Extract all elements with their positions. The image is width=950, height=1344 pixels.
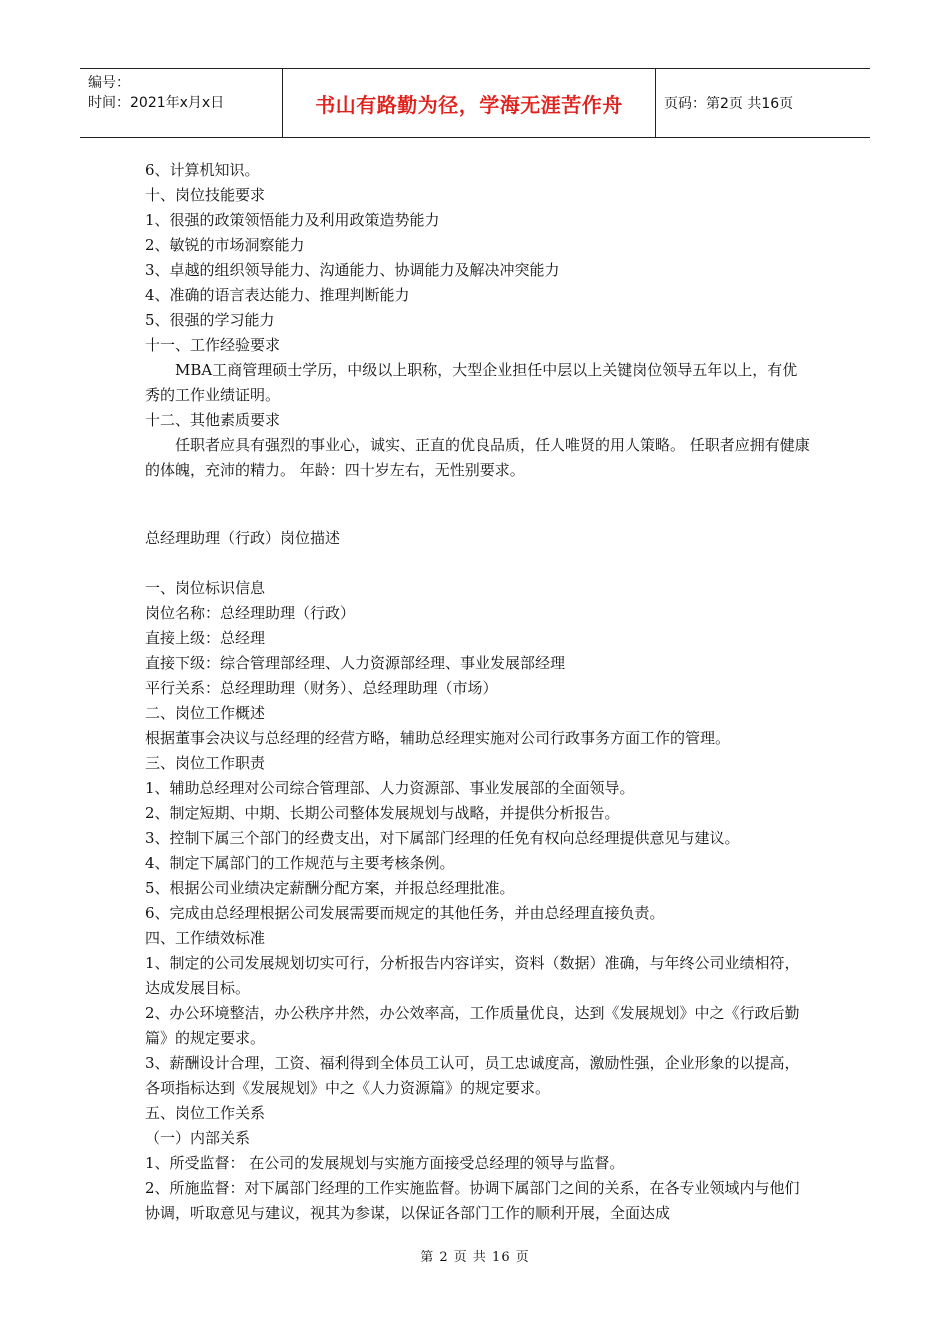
section-heading: 三、岗位工作职责 bbox=[145, 754, 266, 772]
paragraph: MBA工商管理硕士学历，中级以上职称，大型企业担任中层以上关键岗位领导五年以上，有优秀的工作业绩证明。 bbox=[145, 361, 798, 404]
section-heading: 一、岗位标识信息 bbox=[145, 579, 266, 597]
header-page-cell bbox=[656, 69, 870, 137]
list-item: 5、根据公司业绩决定薪酬分配方案，并报总经理批准。 bbox=[145, 879, 515, 897]
section-heading: 二、岗位工作概述 bbox=[145, 704, 266, 722]
list-item: 1、制定的公司发展规划切实可行，分析报告内容详实，资料（数据）准确，与年终公司业绩相符，达成发展目标。 bbox=[145, 954, 800, 997]
field-line: 直接上级：总经理 bbox=[145, 629, 266, 647]
section-heading: 五、岗位工作关系 bbox=[145, 1104, 266, 1122]
list-item: 3、卓越的组织领导能力、沟通能力、协调能力及解决冲突能力 bbox=[145, 261, 560, 279]
spacer bbox=[145, 483, 810, 526]
list-item: 2、办公环境整洁，办公秩序井然，办公效率高，工作质量优良，达到《发展规划》中之《行政后勤篇》的规定要求。 bbox=[145, 1004, 800, 1047]
list-item: 2、敏锐的市场洞察能力 bbox=[145, 236, 305, 254]
field-line: 直接下级：综合管理部经理、人力资源部经理、事业发展部经理 bbox=[145, 654, 566, 672]
section-heading: 四、工作绩效标准 bbox=[145, 929, 266, 947]
list-item: 4、准确的语言表达能力、推理判断能力 bbox=[145, 286, 410, 304]
header-motto: 书山有路勤为径，学海无涯苦作舟 bbox=[315, 92, 623, 117]
list-item: 1、辅助总经理对公司综合管理部、人力资源部、事业发展部的全面领导。 bbox=[145, 779, 635, 797]
page-header bbox=[80, 68, 870, 138]
list-item: 6、计算机知识。 bbox=[145, 161, 260, 179]
field-line: 平行关系：总经理助理（财务）、总经理助理（市场） bbox=[145, 679, 498, 697]
field-line: 岗位名称：总经理助理（行政） bbox=[145, 604, 356, 622]
paragraph: 根据董事会决议与总经理的经营方略，辅助总经理实施对公司行政事务方面工作的管理。 bbox=[145, 729, 731, 747]
list-item: 2、所施监督：对下属部门经理的工作实施监督。协调下属部门之间的关系，在各专业领域内与他们协调，听取意见与建议，视其为参谋，以保证各部门工作的顺利开展，全面达成 bbox=[145, 1179, 800, 1222]
spacer bbox=[145, 551, 810, 576]
page-footer: 第 2 页 共 16 页 bbox=[420, 1250, 530, 1265]
header-motto-cell bbox=[282, 69, 656, 137]
document-date: 时间：2021年x月x日 bbox=[88, 95, 225, 111]
section-heading: 十、岗位技能要求 bbox=[145, 186, 266, 204]
paragraph: 任职者应具有强烈的事业心，诚实、正直的优良品质，任人唯贤的用人策略。 任职者应拥有健康的体魄，充沛的精力。 年龄：四十岁左右，无性别要求。 bbox=[145, 436, 810, 479]
list-item: 3、薪酬设计合理，工资、福利得到全体员工认可，员工忠诚度高，激励性强，企业形象的以提高，各项指标达到《发展规划》中之《人力资源篇》的规定要求。 bbox=[145, 1054, 800, 1097]
document-title: 总经理助理（行政）岗位描述 bbox=[145, 529, 341, 547]
subsection-heading: （一）内部关系 bbox=[145, 1129, 251, 1147]
list-item: 2、制定短期、中期、长期公司整体发展规划与战略，并提供分析报告。 bbox=[145, 804, 620, 822]
section-heading: 十一、工作经验要求 bbox=[145, 336, 281, 354]
list-item: 6、完成由总经理根据公司发展需要而规定的其他任务，并由总经理直接负责。 bbox=[145, 904, 665, 922]
document-body bbox=[145, 158, 810, 1226]
document-number: 编号： bbox=[88, 75, 130, 91]
list-item: 5、很强的学习能力 bbox=[145, 311, 275, 329]
list-item: 1、所受监督： 在公司的发展规划与实施方面接受总经理的领导与监督。 bbox=[145, 1154, 625, 1172]
list-item: 3、控制下属三个部门的经费支出，对下属部门经理的任免有权向总经理提供意见与建议。 bbox=[145, 829, 740, 847]
list-item: 4、制定下属部门的工作规范与主要考核条例。 bbox=[145, 854, 455, 872]
section-heading: 十二、其他素质要求 bbox=[145, 411, 281, 429]
list-item: 1、很强的政策领悟能力及利用政策造势能力 bbox=[145, 211, 440, 229]
header-info bbox=[80, 69, 282, 137]
header-page-number: 页码：第2页 共16页 bbox=[664, 96, 794, 112]
